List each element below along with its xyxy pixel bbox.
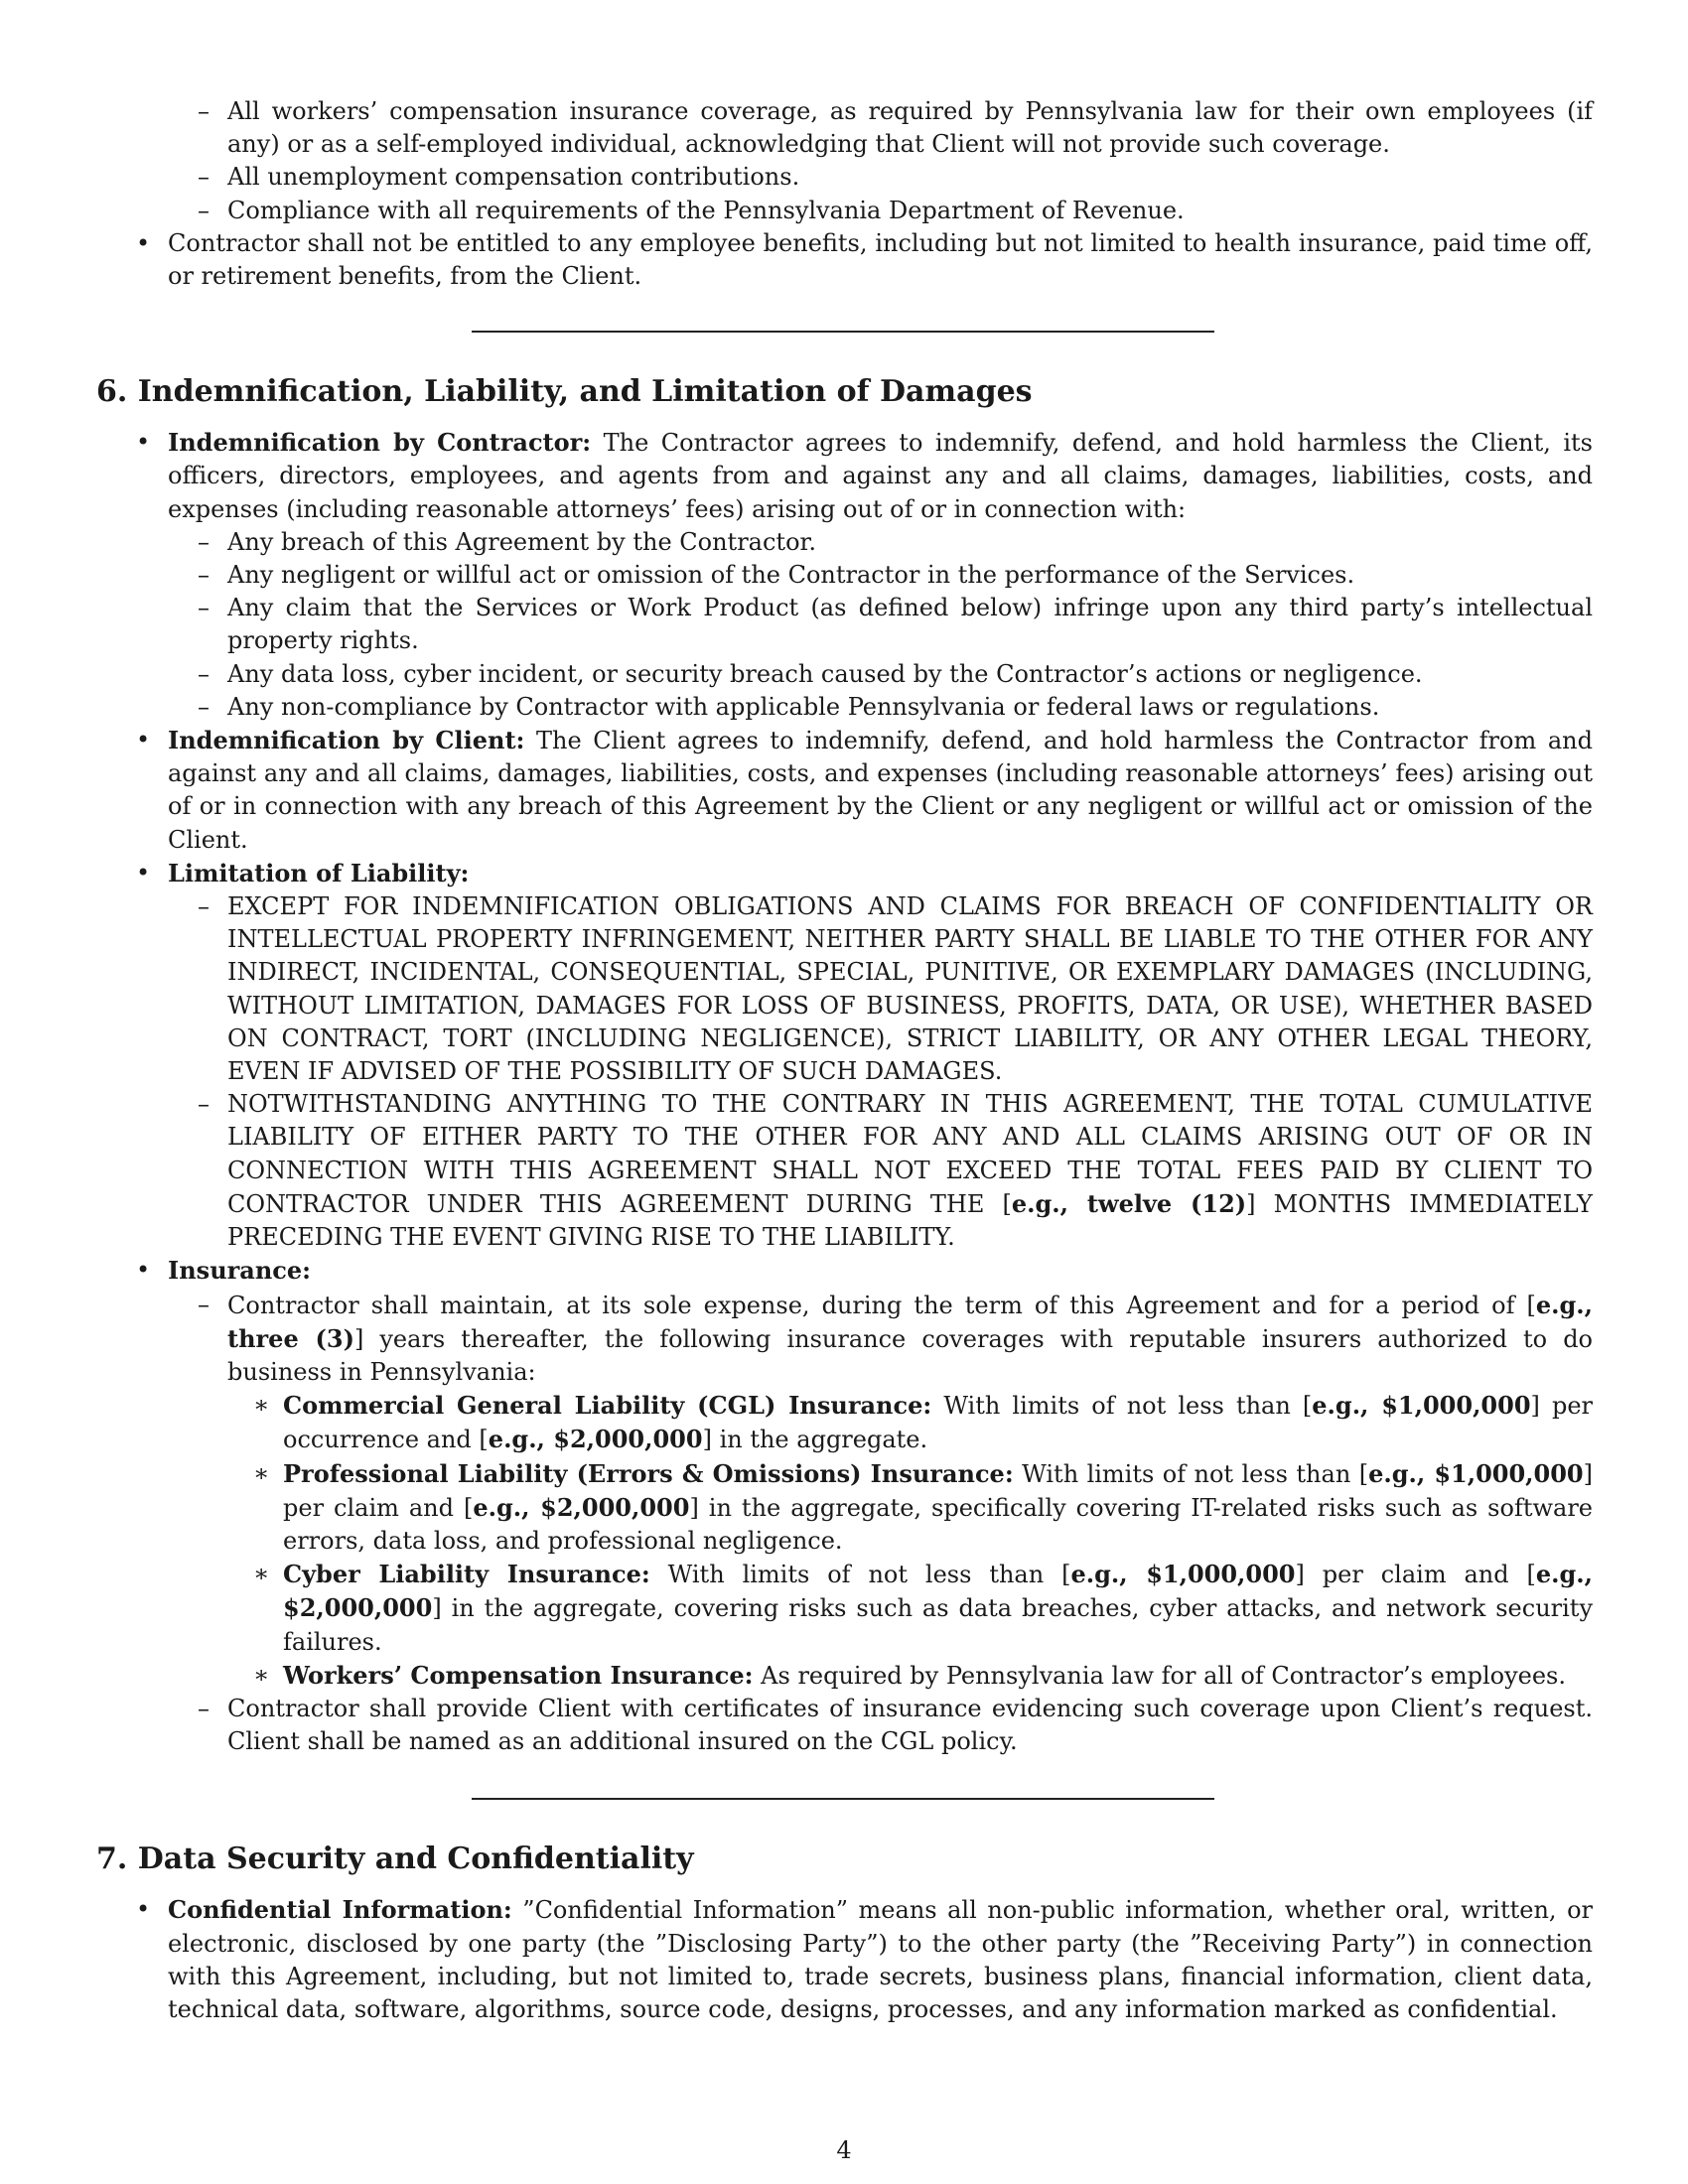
- cgl-insurance: ∗ Commercial General Liability (CGL) Insurance: With limits of not less than [e.g., $1,000,000] per occurrence and [e.g., $2,000,000] in the aggregate.: [227, 1389, 1593, 1456]
- continued-bullets: [96, 227, 1593, 293]
- section-divider: [472, 1798, 1214, 1800]
- section-7-list: [96, 1893, 1593, 2026]
- indemnification-by-client: • Indemnification by Client: The Client agrees to indemnify, defend, and hold harmless the Contractor from and against any and all claims, damages, liabilities, costs, and expenses (including reasonable attorneys’ fees) arising out of or in connection with any breach of this Agreement by the Client or any negligent or willful act or omission of the Client.: [96, 724, 1593, 857]
- list-item: – EXCEPT FOR INDEMNIFICATION OBLIGATIONS AND CLAIMS FOR BREACH OF CONFIDENTIALITY OR INTELLECTUAL PROPERTY INFRINGEMENT, NEITHER PARTY SHALL BE LIABLE TO THE OTHER FOR ANY INDIRECT, INCIDENTAL, CONSEQUENTIAL, SPECIAL, PUNITIVE, OR EXEMPLARY DAMAGES (INCLUDING, WITHOUT LIMITATION, DAMAGES FOR LOSS OF BUSINESS, PROFITS, DATA, OR USE), WHETHER BASED ON CONTRACT, TORT (INCLUDING NEGLIGENCE), STRICT LIABILITY, OR ANY OTHER LEGAL THEORY, EVEN IF ADVISED OF THE POSSIBILITY OF SUCH DAMAGES.: [168, 890, 1593, 1088]
- bold-label: Insurance:: [168, 1256, 312, 1286]
- list-item: – NOTWITHSTANDING ANYTHING TO THE CONTRARY IN THIS AGREEMENT, THE TOTAL CUMULATIVE LIABILITY OF EITHER PARTY TO THE OTHER FOR ANY AND ALL CLAIMS ARISING OUT OF OR IN CONNECTION WITH THIS AGREEMENT SHALL NOT EXCEED THE TOTAL FEES PAID BY CLIENT TO CONTRACTOR UNDER THIS AGREEMENT DURING THE [e.g., twelve (12)] MONTHS IMMEDIATELY PRECEDING THE EVENT GIVING RISE TO THE LIABILITY.: [168, 1088, 1593, 1254]
- indemnification-by-contractor: • Indemnification by Contractor: The Contractor agrees to indemnify, defend, and hold harmless the Client, its officers, directors, employees, and agents from and against any and all claims, damages, liabilities, costs, and expenses (including reasonable attorneys’ fees) arising out of or in connection with: – Any breach of this Agreement by the Contractor. – Any negligent or willful act or omission of the Contractor in the performance of the Services. – Any claim that the Services or Work Product (as defined below) infringe upon any third party’s intellectual property rights. – Any data loss, cyber incident, or security breach caused by the Contractor’s actions or negligence. – Any non-compliance by Contractor with applicable Pennsylvania or federal laws or regulations.: [96, 426, 1593, 724]
- workers-compensation-insurance: ∗ Workers’ Compensation Insurance: As required by Pennsylvania law for all of Contractor’s employees.: [227, 1659, 1593, 1693]
- bold-label: Indemnification by Client:: [168, 726, 525, 755]
- list-item: – All workers’ compensation insurance coverage, as required by Pennsylvania law for their own employees (if any) or as a self-employed individual, acknowledging that Client will not provide such coverage.: [168, 95, 1593, 161]
- list-item: – Contractor shall provide Client with certificates of insurance evidencing such coverage upon Client’s request. Client shall be named as an additional insured on the CGL policy.: [168, 1693, 1593, 1758]
- section-6-list: [96, 426, 1593, 1758]
- professional-liability-insurance: ∗ Professional Liability (Errors & Omissions) Insurance: With limits of not less than [e.g., $1,000,000] per claim and [e.g., $2,000,000] in the aggregate, specifically covering IT-related risks such as software errors, data loss, and professional negligence.: [227, 1457, 1593, 1559]
- list-item: – Any claim that the Services or Work Product (as defined below) infringe upon any third party’s intellectual property rights.: [168, 592, 1593, 657]
- insurance: [96, 1254, 1593, 1758]
- bold-label: Limitation of Liability:: [168, 858, 470, 887]
- cyber-liability-insurance: ∗ Cyber Liability Insurance: With limits of not less than [e.g., $1,000,000] per claim and [e.g., $2,000,000] in the aggregate, covering risks such as data breaches, cyber attacks, and network security failures.: [227, 1558, 1593, 1659]
- limitation-of-liability: [96, 857, 1593, 1254]
- insurance-coverages: [227, 1389, 1593, 1693]
- bold-label: Confidential Information:: [168, 1895, 512, 1925]
- list-item: – Contractor shall maintain, at its sole expense, during the term of this Agreement and for a period of [e.g., three (3)] years thereafter, the following insurance coverages with reputable insurers authorized to do business in Pennsylvania: ∗ Commercial General Liability (CGL) Insurance: With limits of not less than [e.g., $1,000,000] per occurrence and [e.g., $2,000,000] in the aggregate. ∗ Professional Liability (Errors & Omissions) Insurance: With limits of not less than [e.g., $1,000,000] per claim and [e.g., $2,000,000] in the aggregate, specifically covering IT-related risks such as software errors, data loss, and professional negligence. ∗ Cyber Liability Insurance: With limits of not less than [e.g., $1,000,000] per claim and [e.g., $2,000,000] in the aggregate, covering risks such as data breaches, cyber attacks, and network security failures. ∗ Workers’ Compensation Insurance: As required by Pennsylvania law for all of Contractor’s employees.: [168, 1289, 1593, 1693]
- list-item: – All unemployment compensation contributions.: [168, 161, 1593, 194]
- list-item: – Any breach of this Agreement by the Contractor.: [168, 526, 1593, 559]
- section-7-heading: 7. Data Security and Confidentiality: [96, 1842, 694, 1877]
- list-item: – Any negligent or willful act or omission of the Contractor in the performance of the Services.: [168, 559, 1593, 592]
- insurance-items: [168, 1289, 1593, 1759]
- section-6-heading: 6. Indemnification, Liability, and Limitation of Damages: [96, 374, 1033, 410]
- indemnification-items: [168, 526, 1593, 724]
- list-item: – Compliance with all requirements of the Pennsylvania Department of Revenue.: [168, 195, 1593, 227]
- limitation-items: [168, 890, 1593, 1254]
- document-page: [96, 95, 1593, 2026]
- confidential-information: • Confidential Information: ”Confidential Information” means all non-public information, whether oral, written, or electronic, disclosed by one party (the ”Disclosing Party”) to the other party (the ”Receiving Party”) in connection with this Agreement, including, but not limited to, trade secrets, business plans, financial information, client data, technical data, software, algorithms, source code, designs, processes, and any information marked as confidential.: [96, 1893, 1593, 2026]
- page-number: 4: [836, 2136, 852, 2164]
- list-item: – Any non-compliance by Contractor with applicable Pennsylvania or federal laws or regulations.: [168, 691, 1593, 724]
- continued-subitems: [168, 95, 1593, 227]
- continued-list: [168, 95, 1593, 227]
- section-divider: [472, 331, 1214, 333]
- list-item: • Contractor shall not be entitled to any employee benefits, including but not limited to health insurance, paid time off, or retirement benefits, from the Client.: [96, 227, 1593, 293]
- bold-label: Indemnification by Contractor:: [168, 428, 592, 458]
- list-item: – Any data loss, cyber incident, or security breach caused by the Contractor’s actions or negligence.: [168, 658, 1593, 691]
